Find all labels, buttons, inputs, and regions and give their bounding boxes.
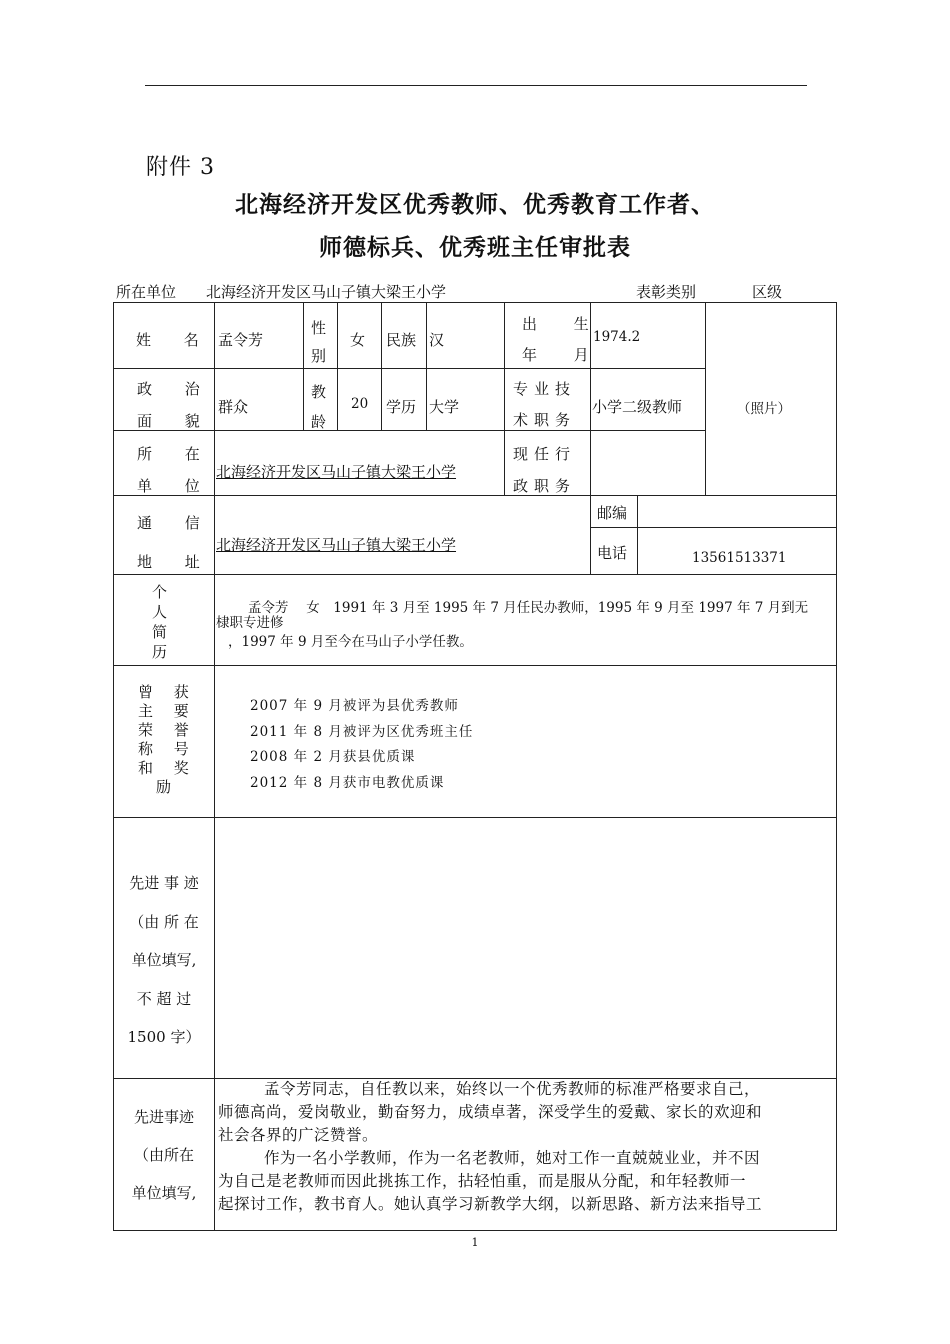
political-label-1: 政 治 (137, 380, 214, 398)
admin-label-1: 现任行 (513, 445, 577, 463)
birth-label-2: 年 月 (522, 346, 605, 364)
gender-label: 性别 (311, 319, 327, 365)
postcode-label: 邮编 (597, 504, 628, 522)
honor-item: 2007 年 9 月被评为县优秀教师 (250, 698, 459, 714)
award-type-value: 区级 (752, 283, 783, 301)
resume-label: 个 人 简 历 (152, 583, 168, 661)
phone-value: 13561513371 (692, 550, 787, 566)
name-value: 孟令芳 (218, 331, 264, 349)
unit-label: 所在单位 (116, 283, 177, 301)
unit-value: 北海经济开发区马山子镇大梁王小学 (206, 283, 447, 301)
unit-label-1: 所 在 (137, 445, 214, 463)
unit-label-2: 单 位 (137, 477, 214, 495)
title-label-1: 专业技 (513, 380, 577, 398)
address-value: 北海经济开发区马山子镇大梁王小学 (216, 536, 457, 554)
education-label: 学历 (386, 398, 417, 416)
honor-item: 2012 年 8 月获市电教优质课 (250, 774, 445, 791)
ethnicity-label: 民族 (386, 331, 417, 349)
political-value: 群众 (218, 398, 249, 416)
address-label-1: 通 信 (137, 514, 214, 532)
honor-item: 2011 年 8 月被评为区优秀班主任 (250, 723, 474, 740)
title-label-2: 术职务 (513, 411, 577, 429)
deeds-text: 孟令芳同志，自任教以来，始终以一个优秀教师的标准严格要求自己， 师德高尚，爱岗敬业，勤奋努力，成绩卓著，深受学生的爱戴、家长的欢迎和 社会各界的广泛赞誉。 作为一名小学教师，作为一名老教师，她对工作一直兢兢业业，并不因 为自己是老教师而因此挑拣工作，拈轻怕重，而是服从分配，和年轻教师一 起探讨工作，教书育人。她认真学习新教学大纲，以新思路、新方法来指导工 (218, 1080, 763, 1213)
page-number: 1 (471, 1236, 479, 1249)
gender-value: 女 (350, 331, 366, 349)
resume-line1: 孟令芳 女 1991 年 3 月至 1995 年 7 月任民办教师，1995 年 9 月至 1997 年 7 月到无 (248, 600, 809, 616)
honor-item: 2008 年 2 月获县优质课 (250, 749, 416, 765)
name-label: 姓 名 (136, 331, 213, 349)
title-value: 小学二级教师 (592, 398, 683, 416)
unit-value-cell: 北海经济开发区马山子镇大梁王小学 (216, 463, 457, 481)
photo-placeholder: （照片） (737, 401, 791, 417)
award-type-label: 表彰类别 (636, 283, 697, 301)
education-value: 大学 (429, 398, 460, 416)
teaching-years-label: 教龄 (311, 383, 327, 431)
attachment-label: 附件 3 (146, 155, 215, 180)
honors-label: 曾 获 主 要 荣 誉 称 号 和 奖 励 (138, 683, 197, 796)
document-title-line1: 北海经济开发区优秀教师、优秀教育工作者、 (235, 191, 715, 218)
political-label-2: 面 貌 (137, 412, 214, 430)
phone-label: 电话 (597, 544, 628, 562)
document-title-line2: 师德标兵、优秀班主任审批表 (319, 234, 631, 261)
address-label-2: 地 址 (137, 553, 214, 571)
header-rule (145, 85, 807, 86)
ethnicity-value: 汉 (429, 331, 445, 349)
deeds-label-a: 先进 事 迹 （由 所 在 单位填写, 不 超 过 1500 字） (127, 874, 201, 1046)
resume-line2: 棣职专进修 (216, 615, 284, 631)
birth-label-1: 出 生 (522, 315, 605, 333)
resume-line3: ，1997 年 9 月至今在马山子小学任教。 (228, 634, 473, 650)
deeds-label-b: 先进事迹 （由所在 单位填写, (131, 1108, 197, 1202)
honors-list (250, 694, 473, 796)
admin-label-2: 政职务 (513, 477, 577, 495)
teaching-years-value: 20 (351, 396, 369, 412)
birth-value: 1974.2 (593, 329, 641, 345)
